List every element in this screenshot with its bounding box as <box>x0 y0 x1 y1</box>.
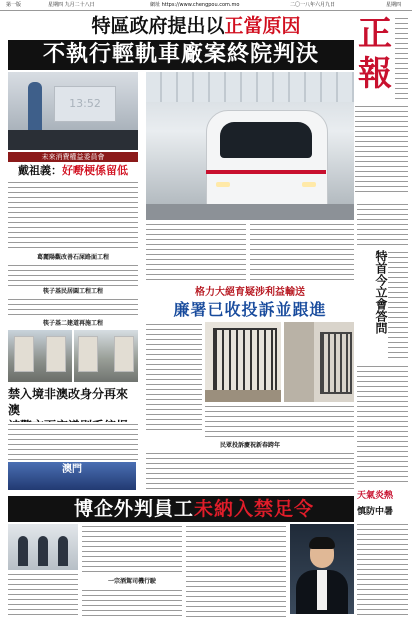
weather-label: 天氣炎熱 <box>357 491 394 501</box>
right-body <box>357 364 408 484</box>
mini-body-1 <box>8 263 138 287</box>
gate-photo-1 <box>205 322 281 402</box>
mini-head-2: 筷子基民居圓工程工程 <box>42 288 103 295</box>
headline-line2: 不執行輕軌車廠案終院判決 <box>8 40 354 70</box>
left-bottom-headline: 禁入境非澳改身分再來澳 <box>8 387 129 417</box>
gate-caption-body <box>205 404 354 440</box>
masthead-vertical-text <box>395 16 408 100</box>
bottom-headline-highlight: 未納入禁足令 <box>194 498 315 520</box>
headline-line1: 特區政府提出以正當原因 <box>91 15 301 37</box>
conference-table <box>8 130 138 150</box>
light-rail-train-photo <box>146 72 354 220</box>
weekday: 星期四 <box>386 2 402 8</box>
right-vertical-body <box>388 250 408 360</box>
weather-body <box>357 522 408 618</box>
mini-head-1: 葛麗陽觀改善石屎路面工程 <box>36 254 109 261</box>
masthead <box>355 14 408 199</box>
chief-executive-headline: 特首今立會答問 <box>374 250 388 334</box>
conference-photo <box>8 72 138 150</box>
middle-body-2 <box>250 222 354 282</box>
investigation-kicker: 格力大絕育疑涉利益輸送 <box>195 287 305 298</box>
left-bottom-body <box>8 422 138 460</box>
section-label: 第一版 <box>6 2 22 8</box>
bottom-body-2 <box>82 524 182 576</box>
right-top-body <box>357 202 408 246</box>
left-banner: 未來消費權益委員會 <box>8 152 138 162</box>
gate-photo-2 <box>284 322 354 402</box>
mini-head-3: 筷子基二建道再施工程 <box>42 320 103 327</box>
bottom-body-1 <box>8 572 78 618</box>
projection-screen: 13:52 <box>54 86 116 122</box>
investigation-headline: 廉署已收投訴並跟進 <box>173 300 327 319</box>
website-link[interactable]: 網址 https://www.chengpou.com.mo <box>150 2 240 8</box>
bottom-headline: 博企外判員工未納入禁足令 <box>8 496 354 522</box>
headline-highlight: 正當原因 <box>224 15 301 37</box>
date-right: 二〇一八年六月九日 <box>290 2 336 8</box>
middle-body-1 <box>146 222 246 282</box>
top-bar <box>0 0 412 11</box>
investigation-body <box>146 322 202 434</box>
middle-subhead: 民眾投訴慶祝新春跨年 <box>219 442 280 449</box>
bottom-subhead: 一宗酒駕司機行駛 <box>107 578 156 585</box>
portrait-photo <box>290 524 354 614</box>
mini-body-2 <box>8 297 138 319</box>
weather-tip: 慎防中暑 <box>357 507 394 517</box>
date-left: 星期四 九月二十八日 <box>48 2 95 8</box>
meeting-photo <box>8 524 78 570</box>
left-story-title: 戴祖義：好嘢梗係留低 <box>18 164 128 177</box>
advertisement[interactable]: 澳門 <box>8 462 136 490</box>
street-photo-2 <box>74 330 138 382</box>
bottom-subhead-body <box>82 588 182 618</box>
newspaper-logo: 正報 <box>358 14 392 94</box>
street-photo-1 <box>8 330 72 382</box>
middle-subhead-body <box>146 451 354 493</box>
masthead-info <box>355 104 408 194</box>
left-story-body <box>8 180 138 252</box>
bottom-body-3 <box>186 524 286 618</box>
